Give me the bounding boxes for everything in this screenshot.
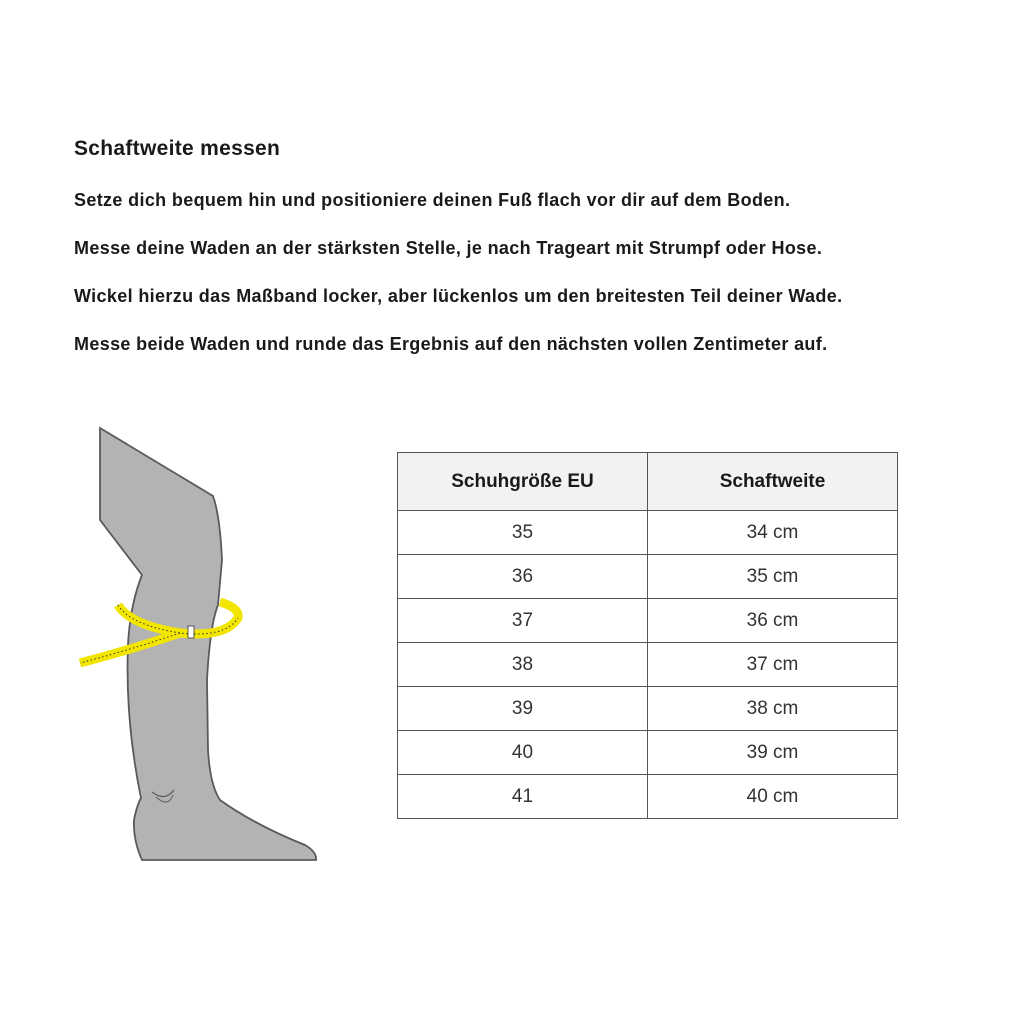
instruction-list: [74, 188, 974, 380]
shaft-width-cell: 40 cm: [648, 775, 898, 819]
shaft-width-cell: 36 cm: [648, 599, 898, 643]
table-row: [398, 555, 898, 599]
table-row: [398, 687, 898, 731]
shaft-width-cell: 34 cm: [648, 511, 898, 555]
instruction-item: Messe beide Waden und runde das Ergebnis auf den nächsten vollen Zentimeter auf.: [74, 334, 828, 354]
page-title: Schaftweite messen: [74, 137, 281, 160]
table-row: [398, 643, 898, 687]
table-header-row: [398, 453, 898, 511]
shoe-size-cell: 38: [398, 643, 648, 687]
shoe-size-cell: 40: [398, 731, 648, 775]
shoe-size-cell: 39: [398, 687, 648, 731]
table-row: [398, 731, 898, 775]
shaft-width-cell: 35 cm: [648, 555, 898, 599]
instruction-item: Wickel hierzu das Maßband locker, aber lückenlos um den breitesten Teil deiner Wade.: [74, 286, 843, 306]
shaft-width-cell: 39 cm: [648, 731, 898, 775]
table-row: [398, 599, 898, 643]
table-row: [398, 775, 898, 819]
shaft-width-cell: 37 cm: [648, 643, 898, 687]
leg-measuring-illustration: [70, 420, 330, 870]
table-row: [398, 511, 898, 555]
shoe-size-cell: 35: [398, 511, 648, 555]
instruction-item: Messe deine Waden an der stärksten Stelle, je nach Trageart mit Strumpf oder Hose.: [74, 238, 823, 258]
size-table: [397, 452, 898, 819]
shaft-width-cell: 38 cm: [648, 687, 898, 731]
shoe-size-cell: 37: [398, 599, 648, 643]
shoe-size-cell: 41: [398, 775, 648, 819]
shoe-size-cell: 36: [398, 555, 648, 599]
column-header-shoe-size: Schuhgröße EU: [398, 453, 648, 511]
instruction-item: Setze dich bequem hin und positioniere deinen Fuß flach vor dir auf dem Boden.: [74, 190, 791, 210]
column-header-shaft-width: Schaftweite: [648, 453, 898, 511]
